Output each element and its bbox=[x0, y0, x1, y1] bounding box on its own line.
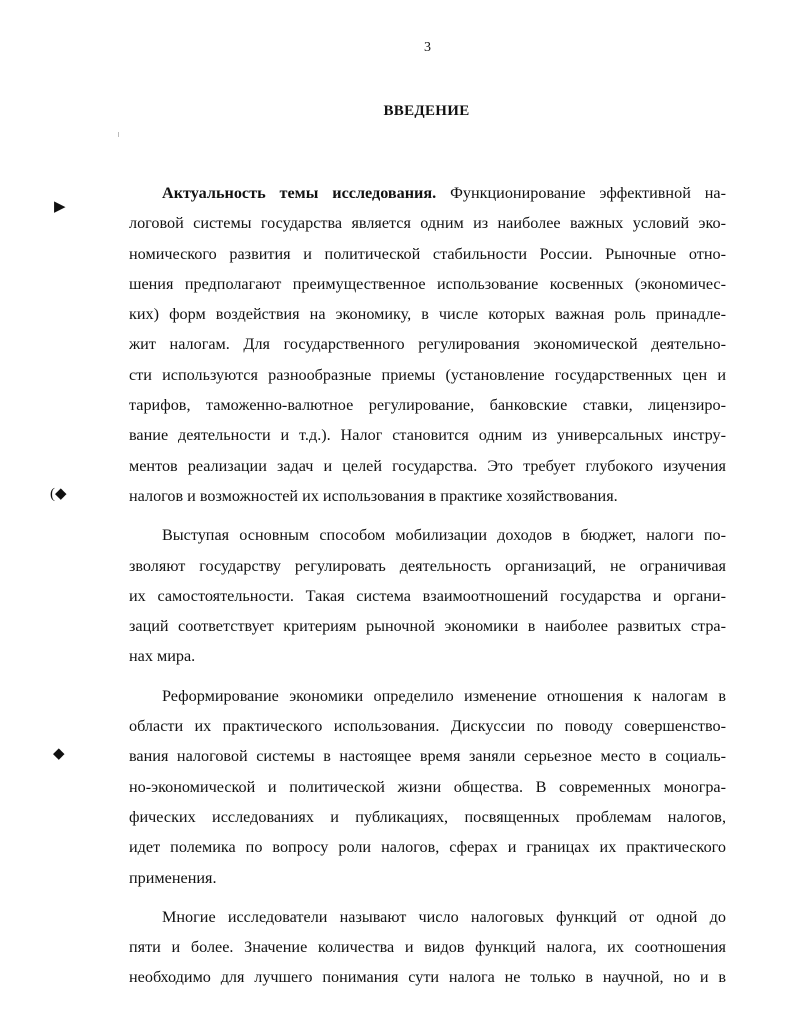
text-line: ментов реализации задач и целей государства. Это требует глубокого изучения bbox=[129, 456, 726, 475]
text-line: номического развития и политической стабильности России. Рыночные отно- bbox=[129, 244, 726, 263]
text-line: шения предполагают преимущественное использование косвенных (экономичес- bbox=[129, 274, 726, 293]
text-line: Многие исследователи называют число налоговых функций от одной до bbox=[162, 907, 726, 926]
paragraph bbox=[129, 178, 726, 511]
paragraph bbox=[129, 902, 726, 993]
text-line: тарифов, таможенно-валютное регулирование, банковские ставки, лицензиро- bbox=[129, 396, 726, 415]
text-line: сти используются разнообразные приемы (установление государственных цен и bbox=[129, 365, 726, 384]
text-line: необходимо для лучшего понимания сути налога не только в научной, но и в bbox=[129, 968, 726, 987]
text-line: вания налоговой системы в настоящее время заняли серьезное место в социаль- bbox=[129, 747, 726, 766]
margin-blot-mark-icon: ◆ bbox=[53, 746, 65, 762]
margin-blot-mark-icon: (◆ bbox=[50, 486, 67, 502]
margin-tick bbox=[118, 132, 119, 137]
text-line: но-экономической и политической жизни общества. В современных моногра- bbox=[129, 777, 726, 796]
text-line: фических исследованиях и публикациях, посвященных проблемам налогов, bbox=[129, 807, 726, 826]
text-line: логовой системы государства является одним из наиболее важных условий эко- bbox=[129, 214, 726, 233]
text-line: налогов и возможностей их использования в практике хозяйствования. bbox=[129, 486, 618, 505]
text-line: идет полемика по вопросу роли налогов, сферах и границах их практического bbox=[129, 838, 726, 857]
text-line: Реформирование экономики определило изменение отношения к налогам в bbox=[162, 686, 726, 705]
text-line: заций соответствует критериям рыночной экономики в наиболее развитых стра- bbox=[129, 617, 726, 636]
paragraph bbox=[129, 520, 726, 671]
text-line: ких) форм воздействия на экономику, в числе которых важная роль принадле- bbox=[129, 305, 726, 324]
text-line: нах мира. bbox=[129, 647, 196, 666]
section-heading: ВВЕДЕНИЕ bbox=[383, 103, 470, 119]
line-text: Функционирование эффективной на- bbox=[436, 184, 726, 202]
lead-phrase: Актуальность темы исследования. bbox=[162, 184, 437, 202]
page-number: 3 bbox=[424, 40, 431, 55]
text-line bbox=[129, 178, 726, 208]
text-line: Выступая основным способом мобилизации доходов в бюджет, налоги по- bbox=[162, 526, 726, 545]
text-line: применения. bbox=[129, 868, 217, 887]
paragraph bbox=[129, 681, 726, 893]
body-text bbox=[129, 178, 726, 993]
text-line: жит налогам. Для государственного регулирования экономической деятельно- bbox=[129, 335, 726, 354]
text-line: их самостоятельности. Такая система взаимоотношений государства и органи- bbox=[129, 586, 726, 605]
text-line: пяти и более. Значение количества и видов функций налога, их соотношения bbox=[129, 938, 726, 957]
text-line: зволяют государству регулировать деятельность организаций, не ограничивая bbox=[129, 556, 726, 575]
text-line: вание деятельности и т.д.). Налог становится одним из универсальных инстру- bbox=[129, 426, 726, 445]
margin-arrow-mark-icon: ▶ bbox=[54, 199, 66, 215]
text-line: области их практического использования. Дискуссии по поводу совершенство- bbox=[129, 717, 726, 736]
